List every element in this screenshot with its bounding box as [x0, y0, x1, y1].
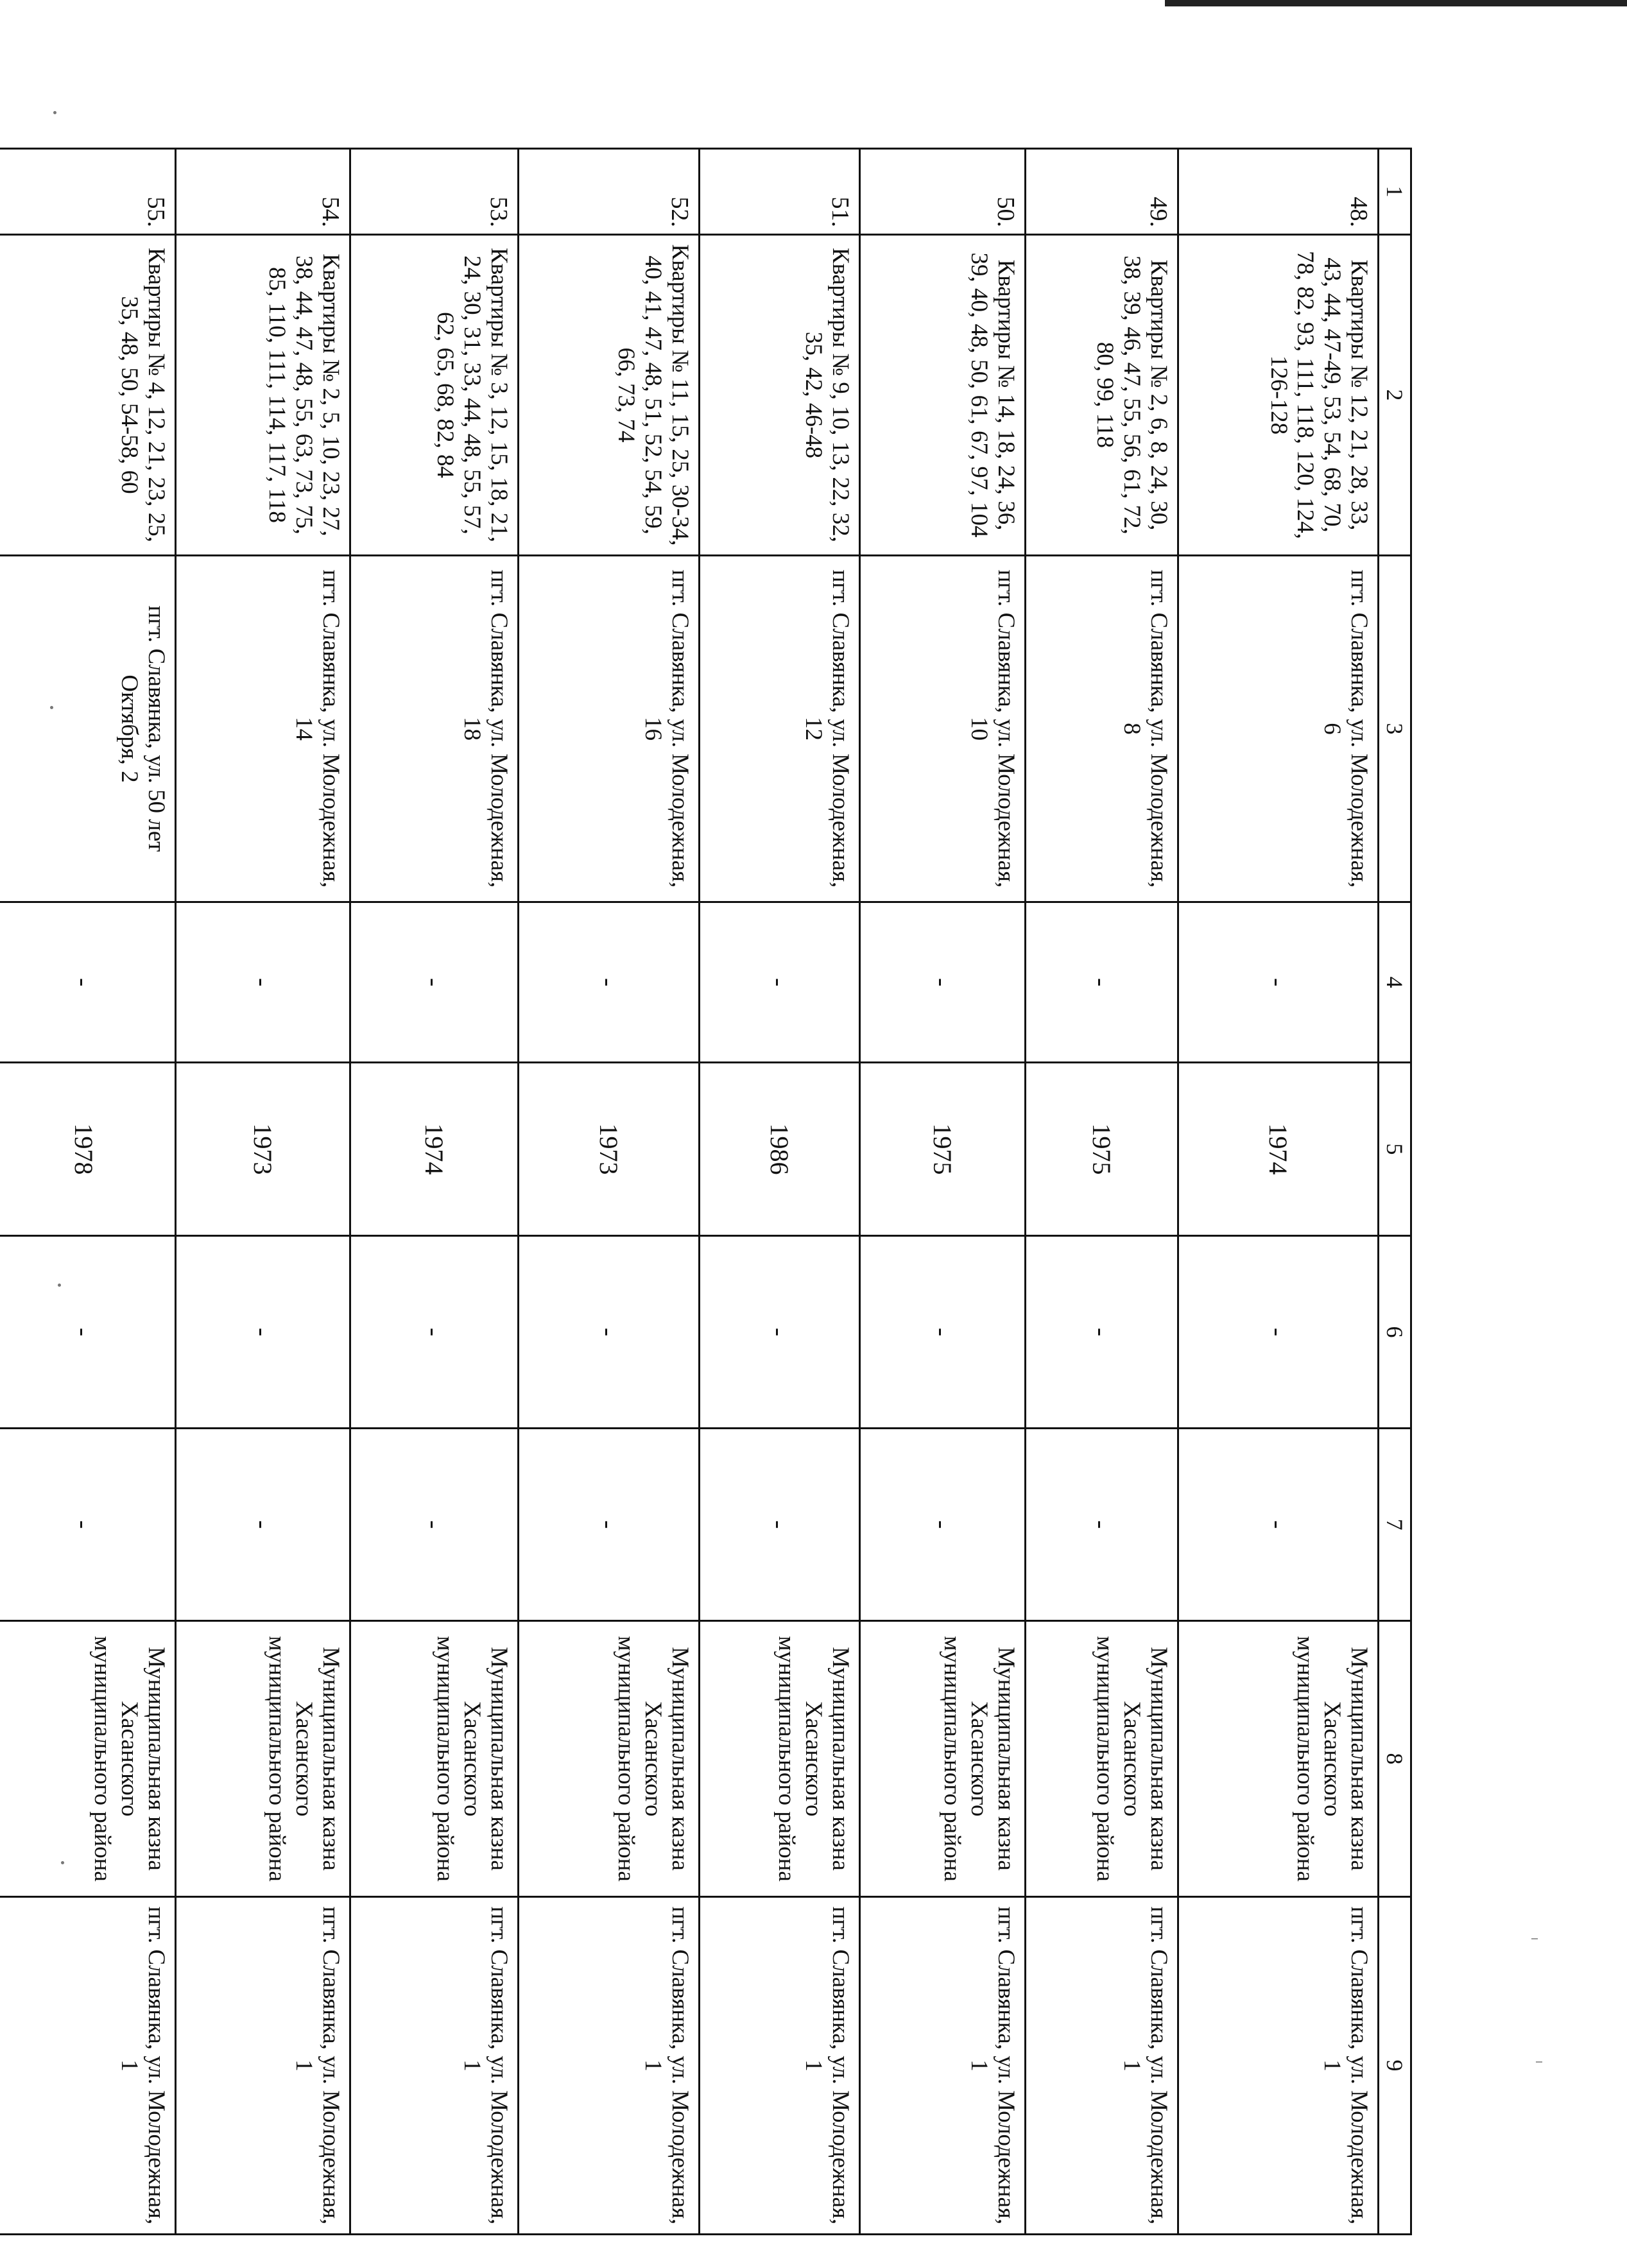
column-7-cell: - [350, 1429, 519, 1621]
row-number: 55. [0, 149, 176, 235]
scan-mark [1531, 1938, 1538, 1939]
column-6-cell: - [700, 1236, 860, 1429]
column-header: 9 [1379, 1897, 1411, 2235]
table-row [860, 149, 1026, 2235]
row-number: 50. [860, 149, 1026, 235]
owner-cell: Муниципальная казна Хасанского муниципального района [1026, 1621, 1178, 1897]
column-header: 2 [1379, 235, 1411, 556]
address-cell: пгт. Славянка, ул. Молодежная, 8 [1026, 556, 1178, 902]
row-number: 48. [1178, 149, 1379, 235]
year-cell: 1975 [1026, 1063, 1178, 1236]
column-header: 1 [1379, 149, 1411, 235]
scan-mark [1536, 2061, 1542, 2063]
table-row [0, 149, 176, 2235]
column-4-cell: - [519, 902, 700, 1063]
row-number: 49. [1026, 149, 1178, 235]
apartments-cell: Квартиры № 2, 5, 10, 23, 27, 38, 44, 47, 48, 55, 63, 73, 75, 85, 110, 111, 114, 117, 118 [176, 235, 350, 556]
apartments-cell: Квартиры № 4, 12, 21, 23, 25, 35, 48, 50, 54-58, 60 [0, 235, 176, 556]
address-cell: пгт. Славянка, ул. Молодежная, 14 [176, 556, 350, 902]
row-number: 54. [176, 149, 350, 235]
address-cell: пгт. Славянка, ул. Молодежная, 16 [519, 556, 700, 902]
column-header: 8 [1379, 1621, 1411, 1897]
owner-cell: Муниципальная казна Хасанского муниципального района [176, 1621, 350, 1897]
column-6-cell: - [860, 1236, 1026, 1429]
column-4-cell: - [700, 902, 860, 1063]
scan-speck [53, 111, 56, 114]
year-cell: 1975 [860, 1063, 1026, 1236]
column-7-cell: - [176, 1429, 350, 1621]
row-number: 51. [700, 149, 860, 235]
column-6-cell: - [0, 1236, 176, 1429]
column-7-cell: - [1026, 1429, 1178, 1621]
location-cell: пгт. Славянка, ул. Молодежная, 1 [1026, 1897, 1178, 2235]
column-6-cell: - [1026, 1236, 1178, 1429]
apartments-cell: Квартиры № 9, 10, 13, 22, 32, 35, 42, 46-48 [700, 235, 860, 556]
year-cell: 1978 [0, 1063, 176, 1236]
year-cell: 1986 [700, 1063, 860, 1236]
column-6-cell: - [1178, 1236, 1379, 1429]
column-7-cell: - [860, 1429, 1026, 1621]
column-4-cell: - [860, 902, 1026, 1063]
column-6-cell: - [519, 1236, 700, 1429]
address-cell: пгт. Славянка, ул. Молодежная, 6 [1178, 556, 1379, 902]
owner-cell: Муниципальная казна Хасанского муниципального района [519, 1621, 700, 1897]
owner-cell: Муниципальная казна Хасанского муниципального района [860, 1621, 1026, 1897]
table-row [700, 149, 860, 2235]
address-cell: пгт. Славянка, ул. Молодежная, 10 [860, 556, 1026, 902]
top-edge-line [1165, 0, 1627, 6]
address-cell: пгт. Славянка, ул. Молодежная, 18 [350, 556, 519, 902]
owner-cell: Муниципальная казна Хасанского муниципального района [1178, 1621, 1379, 1897]
table-row [350, 149, 519, 2235]
location-cell: пгт. Славянка, ул. Молодежная, 1 [176, 1897, 350, 2235]
year-cell: 1973 [519, 1063, 700, 1236]
table-row [519, 149, 700, 2235]
table-row [1178, 149, 1379, 2235]
location-cell: пгт. Славянка, ул. Молодежная, 1 [1178, 1897, 1379, 2235]
header-row [1379, 149, 1411, 2235]
column-6-cell: - [350, 1236, 519, 1429]
column-4-cell: - [0, 902, 176, 1063]
column-7-cell: - [1178, 1429, 1379, 1621]
column-4-cell: - [1178, 902, 1379, 1063]
column-7-cell: - [519, 1429, 700, 1621]
column-4-cell: - [1026, 902, 1178, 1063]
column-header: 4 [1379, 902, 1411, 1063]
column-4-cell: - [350, 902, 519, 1063]
row-number: 52. [519, 149, 700, 235]
owner-cell: Муниципальная казна Хасанского муниципального района [700, 1621, 860, 1897]
year-cell: 1973 [176, 1063, 350, 1236]
owner-cell: Муниципальная казна Хасанского муниципального района [350, 1621, 519, 1897]
apartments-cell: Квартиры № 12, 21, 28, 33, 43, 44, 47-49, 53, 54, 68, 70, 78, 82, 93, 111, 118, 120, 124, 126-128 [1178, 235, 1379, 556]
apartments-cell: Квартиры № 11, 15, 25, 30-34, 40, 41, 47, 48, 51, 52, 54, 59, 66, 73, 74 [519, 235, 700, 556]
table-row [1026, 149, 1178, 2235]
apartments-cell: Квартиры № 3, 12, 15, 18, 21, 24, 30, 31, 33, 44, 48, 55, 57, 62, 65, 68, 82, 84 [350, 235, 519, 556]
apartments-cell: Квартиры № 2, 6, 8, 24, 30, 38, 39, 46, 47, 55, 56, 61, 72, 80, 99, 118 [1026, 235, 1178, 556]
address-cell: пгт. Славянка, ул. Молодежная, 12 [700, 556, 860, 902]
table-row [176, 149, 350, 2235]
column-7-cell: - [0, 1429, 176, 1621]
column-7-cell: - [700, 1429, 860, 1621]
row-number: 53. [350, 149, 519, 235]
column-header: 5 [1379, 1063, 1411, 1236]
registry-table [0, 148, 1412, 2235]
apartments-cell: Квартиры № 14, 18, 24, 36, 39, 40, 48, 50, 61, 67, 97, 104 [860, 235, 1026, 556]
location-cell: пгт. Славянка, ул. Молодежная, 1 [0, 1897, 176, 2235]
table-body [0, 149, 1411, 2235]
column-header: 3 [1379, 556, 1411, 902]
year-cell: 1974 [350, 1063, 519, 1236]
column-4-cell: - [176, 902, 350, 1063]
address-cell: пгт. Славянка, ул. 50 лет Октября, 2 [0, 556, 176, 902]
location-cell: пгт. Славянка, ул. Молодежная, 1 [519, 1897, 700, 2235]
column-6-cell: - [176, 1236, 350, 1429]
column-header: 6 [1379, 1236, 1411, 1429]
location-cell: пгт. Славянка, ул. Молодежная, 1 [860, 1897, 1026, 2235]
column-header: 7 [1379, 1429, 1411, 1621]
location-cell: пгт. Славянка, ул. Молодежная, 1 [700, 1897, 860, 2235]
year-cell: 1974 [1178, 1063, 1379, 1236]
owner-cell: Муниципальная казна Хасанского муниципального района [0, 1621, 176, 1897]
location-cell: пгт. Славянка, ул. Молодежная, 1 [350, 1897, 519, 2235]
